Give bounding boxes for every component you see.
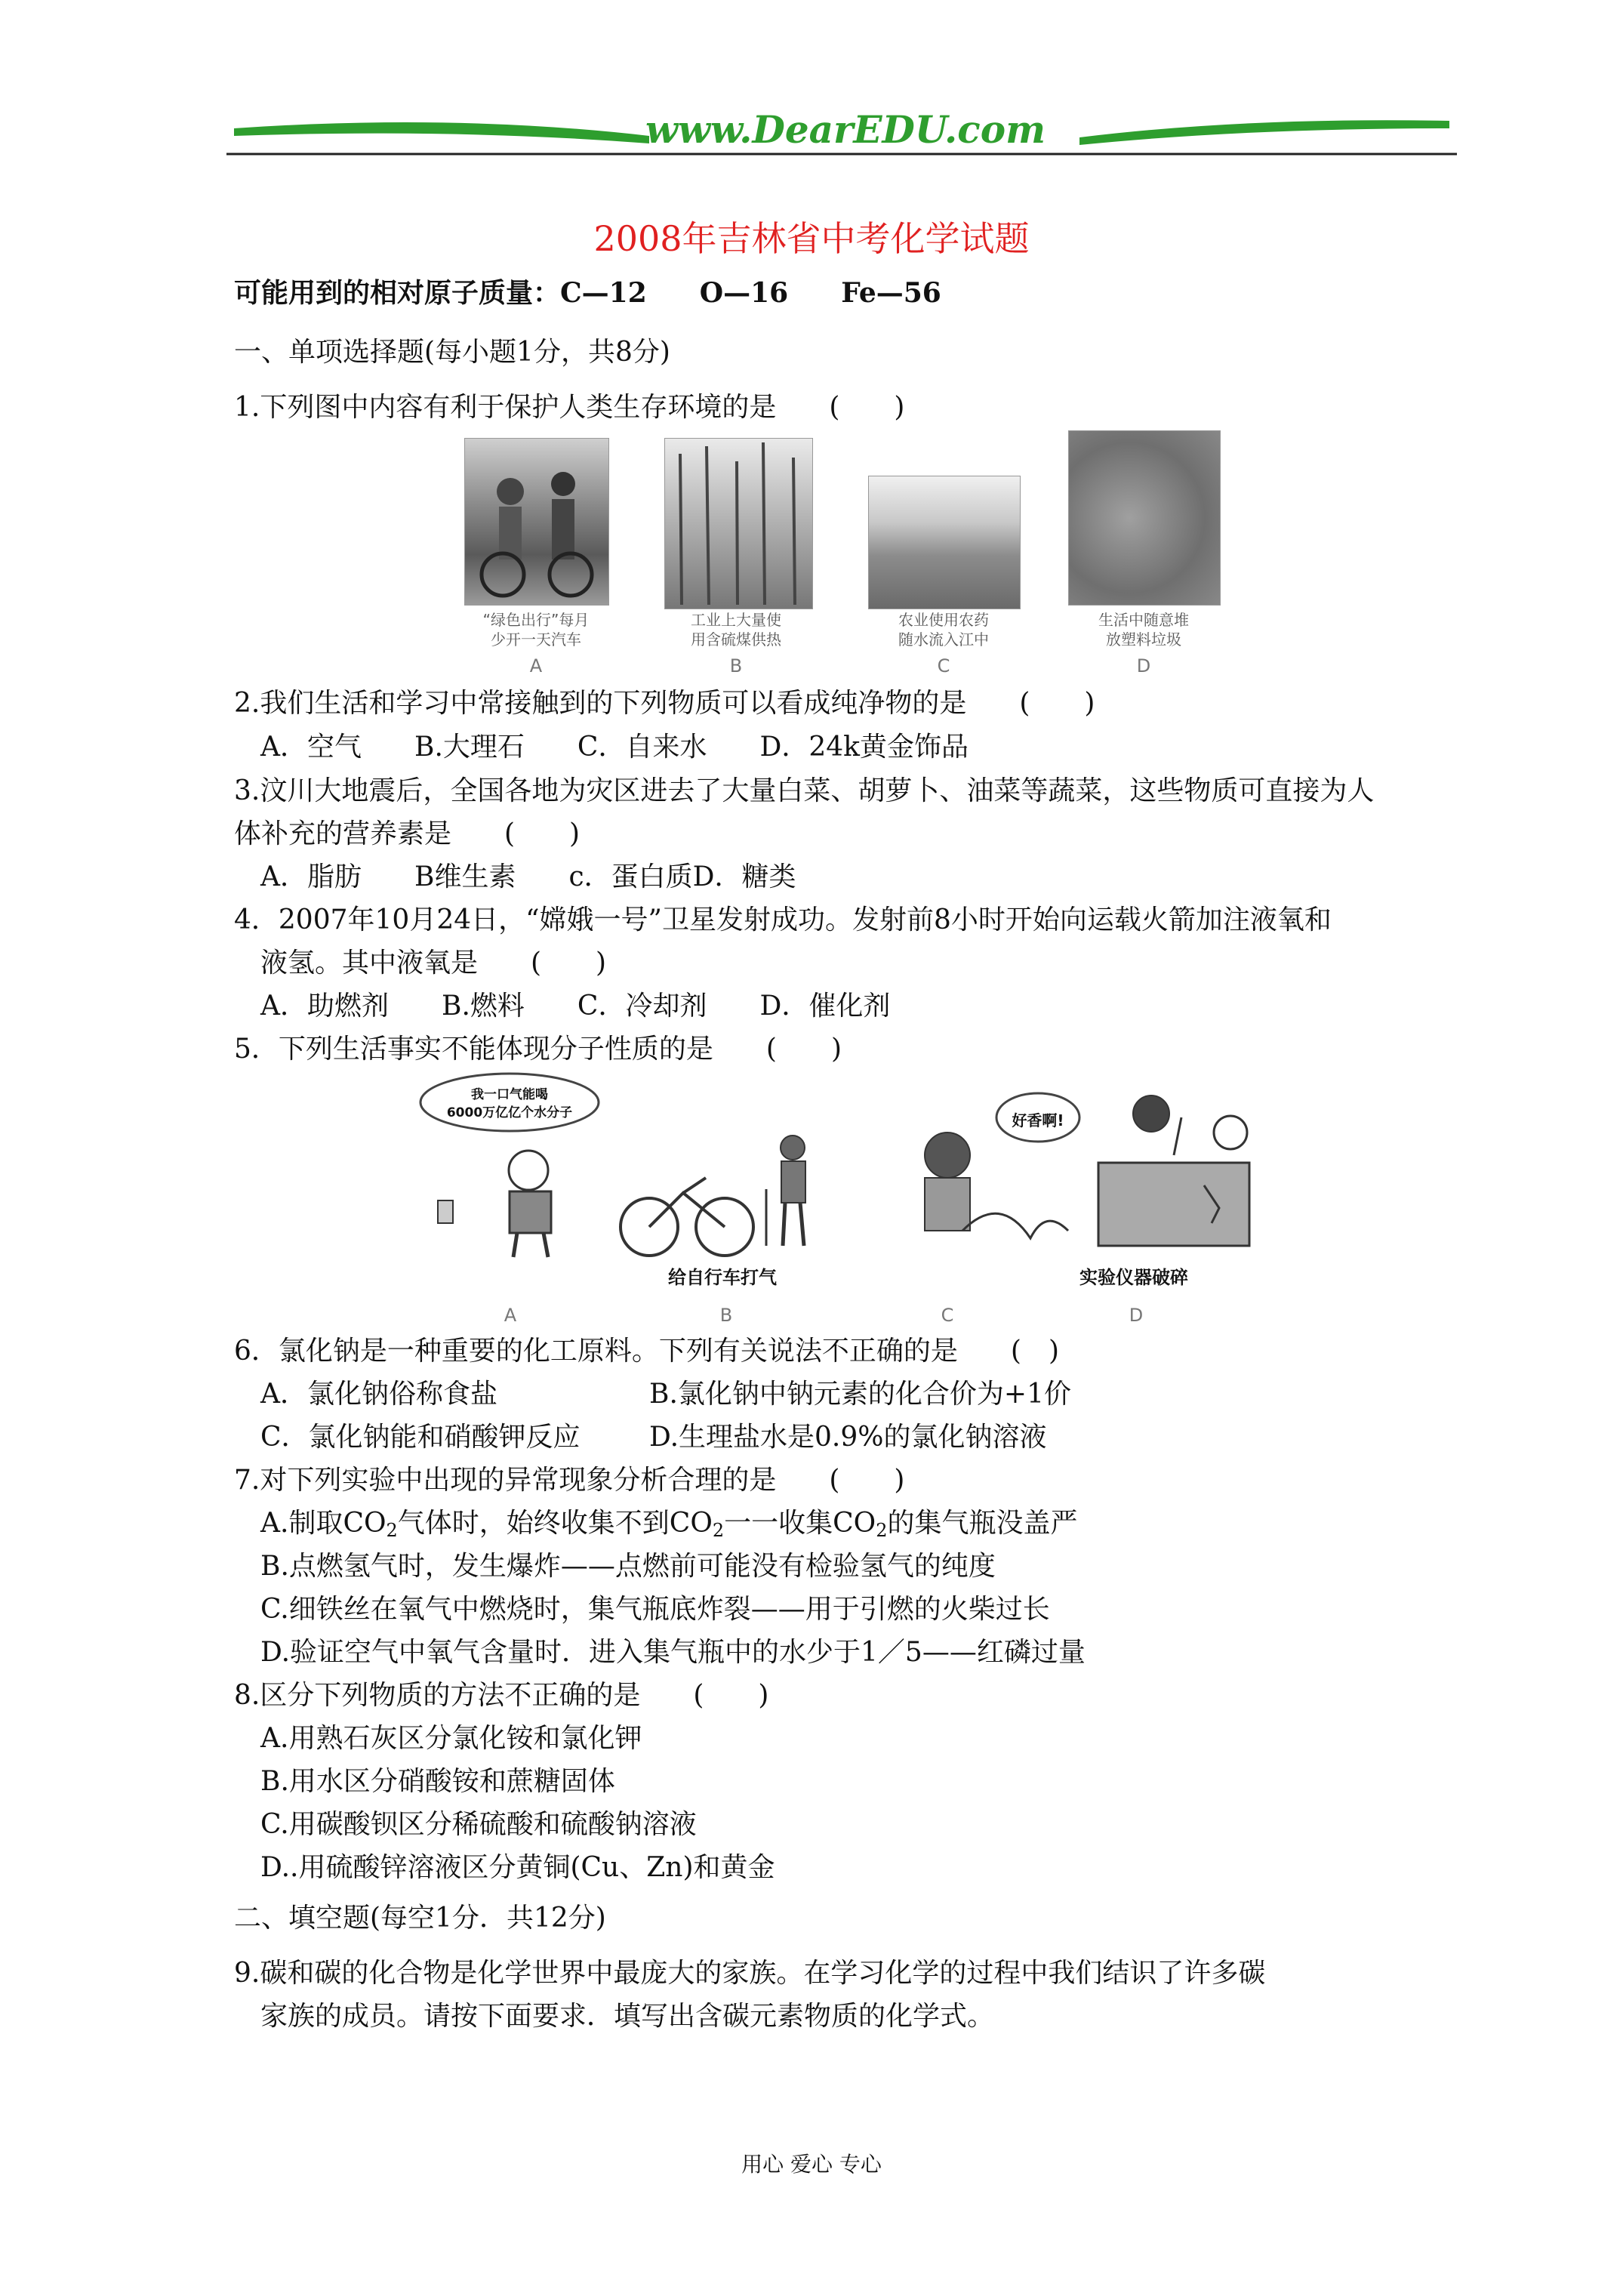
page-title: 2008年吉林省中考化学试题 [593,218,1030,259]
q3-answer-paren: ( ) [504,818,581,849]
question-6 [234,1336,1059,1367]
q7-option-d: D.验证空气中氧气含量时．进入集气瓶中的水少于1／5——红磷过量 [260,1637,1086,1668]
q5-letter-c: C [941,1305,954,1326]
q6-option-b: B.氯化钠中钠元素的化合价为+1价 [649,1379,1071,1410]
q5-bubble-a-text: 我一口气能喝 6000万亿亿个水分子 [446,1087,573,1120]
q8-answer-paren: ( ) [693,1680,769,1711]
q4-option-c: C．冷却剂 [577,991,707,1022]
q5-illustration-c [887,1087,1083,1268]
atomic-mass-label: 可能用到的相对原子质量： [234,277,561,309]
question-1 [234,393,904,423]
q5-letter-b: B [719,1305,733,1326]
q3-stem-line1: 3.汶川大地震后，全国各地为灾区进去了大量白菜、胡萝卜、油菜等蔬菜，这些物质可直接为人 [234,775,1375,806]
atomic-mass-c: C—12 [560,277,647,309]
q4-answer-paren: ( ) [531,948,607,978]
q8-option-d: D..用硫酸锌溶液区分黄铜(Cu、Zn)和黄金 [260,1852,775,1883]
q5-bubble-c-text: 好香啊! [1012,1111,1064,1130]
q4-stem-line1: 4．2007年10月24日，“嫦娥一号”卫星发射成功。发射前8小时开始向运载火箭加注液氧和 [234,905,1332,935]
q6-option-c: C．氯化钠能和硝酸钾反应 [260,1422,581,1453]
q8-option-b: B.用水区分硝酸铵和蔗糖固体 [260,1766,615,1797]
q1-answer-paren: ( ) [829,392,905,423]
q7-stem: 7.对下列实验中出现的异常现象分析合理的是 [234,1465,777,1496]
q6-option-a: A．氯化钠俗称食盐 [260,1379,497,1410]
question-8 [234,1681,768,1711]
q1-image-c [868,476,1021,609]
q6-answer-paren: ( ) [1010,1336,1059,1367]
q5-letter-a: A [504,1305,517,1326]
q5-stem: 5．下列生活事实不能体现分子性质的是 [234,1034,713,1065]
atomic-mass-o: O—16 [699,277,789,309]
q1-image-b [664,438,813,609]
atomic-mass-line [234,278,941,308]
q4-option-b: B.燃料 [442,991,525,1022]
q4-options [260,991,890,1022]
q5-illustration-b [615,1133,827,1261]
q3-option-c: c．蛋白质 [568,861,693,892]
q4-stem-line2: 液氢。其中液氧是 ( ) [260,948,607,978]
q1-stem: 1.下列图中内容有利于保护人类生存环境的是 [234,392,777,423]
q4-option-d: D．催化剂 [759,991,891,1022]
q1-caption-b: 工业上大量使 用含硫煤供热 [691,611,781,649]
q2-option-c: C．自来水 [577,732,707,763]
q9-line1: 9.碳和碳的化合物是化学世界中最庞大的家族。在学习化学的过程中我们结识了许多碳 [234,1958,1266,1989]
atomic-mass-fe: Fe—56 [841,277,941,309]
question-2 [234,689,1095,719]
q1-image-a [464,438,609,606]
q6-stem: 6．氯化钠是一种重要的化工原料。下列有关说法不正确的是 [234,1336,958,1367]
q5-label-d: 实验仪器破碎 [1079,1267,1188,1288]
section-heading-1: 一、单项选择题(每小题1分，共8分) [234,337,670,368]
q1-letter-d: D [1136,655,1151,676]
q8-option-c: C.用碳酸钡区分稀硫酸和硫酸钠溶液 [260,1809,697,1840]
q4-option-a: A．助燃剂 [260,991,389,1022]
header-banner [226,106,1457,159]
q5-illustration-a [415,1072,604,1261]
q7-answer-paren: ( ) [829,1465,905,1496]
q3-stem-line2: 体补充的营养素是 ( ) [234,818,581,849]
q3-option-d: D．糖类 [692,861,796,892]
q8-stem: 8.区分下列物质的方法不正确的是 [234,1680,641,1711]
q7-option-c: C.细铁丝在氧气中燃烧时，集气瓶底炸裂——用于引燃的火柴过长 [260,1594,1050,1625]
q9-line2: 家族的成员。请按下面要求．填写出含碳元素物质的化学式。 [260,2001,995,2032]
section-heading-2: 二、填空题(每空1分．共12分) [234,1903,606,1934]
page-footer: 用心 爱心 专心 [741,2152,882,2177]
q2-option-d: D．24k黄金饰品 [759,732,969,763]
q8-option-a: A.用熟石灰区分氯化铵和氯化钾 [260,1723,642,1754]
q2-answer-paren: ( ) [1019,688,1095,719]
q1-letter-b: B [729,655,743,676]
q3-options [260,862,796,892]
q1-letter-c: C [937,655,950,676]
q2-stem: 2.我们生活和学习中常接触到的下列物质可以看成纯净物的是 [234,688,967,719]
q5-label-b: 给自行车打气 [668,1267,777,1288]
question-7 [234,1465,904,1496]
q5-letter-d: D [1129,1305,1144,1326]
q2-option-b: B.大理石 [414,732,525,763]
q3-option-b: B维生素 [414,861,516,892]
q5-answer-paren: ( ) [765,1034,842,1065]
question-5 [234,1034,842,1065]
q6-option-d: D.生理盐水是0.9%的氯化钠溶液 [649,1422,1047,1453]
q7-option-a: A.制取$CO_2$气体时，始终收集不到$CO_2$一一收集$CO_2$的集气瓶没盖严 [260,1508,1078,1541]
q2-option-a: A．空气 [260,732,362,763]
q1-caption-c: 农业使用农药 随水流入江中 [898,611,989,649]
q1-letter-a: A [529,655,543,676]
q5-illustration-d [1091,1072,1272,1261]
q1-caption-a: “绿色出行”每月 少开一天汽车 [482,611,590,649]
q7-option-b: B.点燃氢气时，发生爆炸——点燃前可能没有检验氢气的纯度 [260,1551,996,1582]
logo-text: www.DearEDU.com [645,107,1046,152]
q3-option-a: A．脂肪 [260,861,362,892]
q1-image-d [1068,430,1221,606]
q2-options [260,732,969,763]
q1-caption-d: 生活中随意堆 放塑料垃圾 [1098,611,1189,649]
